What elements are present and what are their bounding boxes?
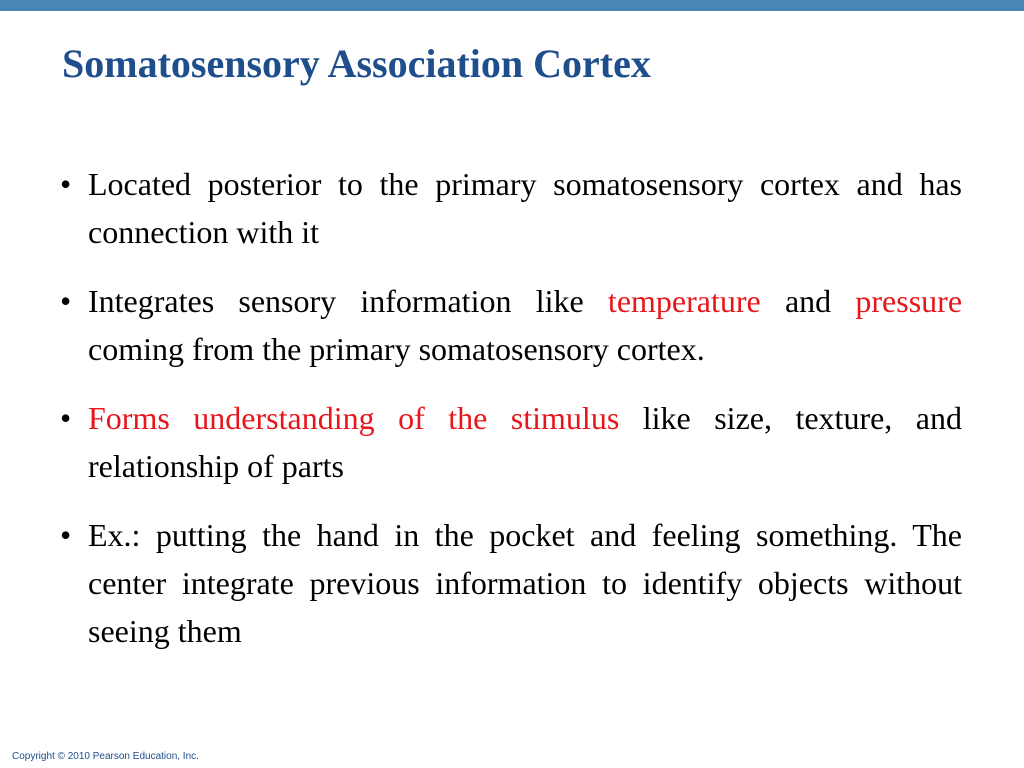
highlight-temperature: temperature [607, 283, 761, 319]
bullet-marker: • [60, 166, 72, 202]
highlight-forms-understanding: Forms understanding of the stimulus [88, 400, 620, 436]
bullet-item-integrates [60, 277, 962, 373]
copyright-notice: Copyright © 2010 Pearson Education, Inc. [12, 751, 199, 762]
bullet-marker: • [60, 400, 72, 436]
bullet-text: Integrates sensory information like [88, 283, 608, 319]
bullet-marker: • [60, 283, 72, 319]
slide-title: Somatosensory Association Cortex [62, 41, 651, 86]
bullet-item-location [60, 160, 962, 256]
bullet-text: Located posterior to the primary somatosensory cortex and has connection with it [88, 166, 962, 250]
bullet-list [60, 160, 962, 655]
bullet-text: and [760, 283, 856, 319]
bullet-text: coming from the primary somatosensory cortex. [88, 331, 705, 367]
highlight-pressure: pressure [855, 283, 963, 319]
bullet-text: like size, texture, and relationship of parts [88, 400, 962, 484]
bullet-marker: • [60, 517, 72, 553]
bullet-text: Ex.: putting the hand in the pocket and feeling something. The center integrate previous information to identify objects without seeing them [88, 517, 962, 649]
bullet-item-forms-understanding [60, 394, 962, 490]
top-accent-bar [0, 0, 1024, 11]
bullet-item-example [60, 511, 962, 655]
